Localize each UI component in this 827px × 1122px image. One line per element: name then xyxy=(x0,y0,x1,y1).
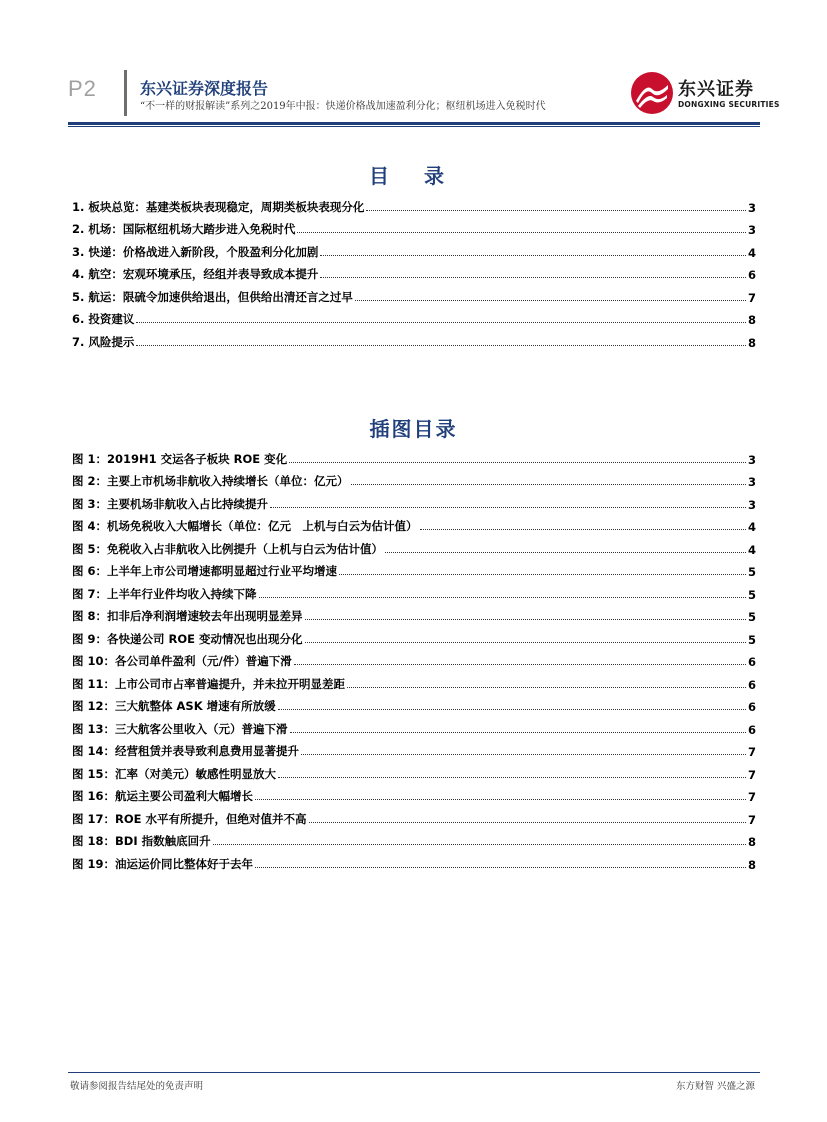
figure-entry[interactable] xyxy=(72,737,756,760)
figure-entry-page-number: 5 xyxy=(747,610,756,624)
toc-entry-label: 2. 机场：国际枢纽机场大踏步进入免税时代 xyxy=(72,222,296,236)
figure-entry[interactable] xyxy=(72,827,756,850)
toc-entry[interactable] xyxy=(72,260,756,283)
figure-entry[interactable] xyxy=(72,489,756,512)
dot-leader xyxy=(420,529,746,530)
page-number: P2 xyxy=(68,76,97,101)
dot-leader xyxy=(255,867,746,868)
dot-leader xyxy=(339,574,746,575)
dot-leader xyxy=(305,642,746,643)
figure-entry[interactable] xyxy=(72,534,756,557)
figure-entry-page-number: 3 xyxy=(747,497,756,512)
dot-leader xyxy=(309,822,746,823)
figure-entry[interactable] xyxy=(72,444,756,467)
figure-entry-label: 图 10：各公司单件盈利（元/件）普遍下滑 xyxy=(72,654,292,668)
dot-leader xyxy=(294,664,746,665)
dot-leader xyxy=(136,345,746,346)
dot-leader xyxy=(347,687,746,688)
dot-leader xyxy=(301,754,746,755)
dot-leader xyxy=(213,844,746,845)
toc-entry-label: 1. 板块总览：基建类板块表现稳定，周期类板块表现分化 xyxy=(72,199,365,214)
figure-entry[interactable] xyxy=(72,647,756,670)
figure-entry-page-number: 8 xyxy=(747,857,756,872)
figure-entry-label: 图 19：油运运价同比整体好于去年 xyxy=(72,856,254,871)
toc-entry[interactable] xyxy=(72,237,756,260)
toc-entry[interactable] xyxy=(72,282,756,305)
toc-entry-label: 3. 快递：价格战进入新阶段，个股盈利分化加剧 xyxy=(72,244,319,259)
figure-entry-page-number: 8 xyxy=(747,835,756,849)
toc-entry[interactable] xyxy=(72,215,756,238)
figure-entry-page-number: 4 xyxy=(747,520,756,534)
figure-entry[interactable] xyxy=(72,557,756,580)
figure-entry-page-number: 6 xyxy=(747,722,756,737)
footer-slogan: 东方财智 兴盛之源 xyxy=(675,1081,755,1092)
figure-entry[interactable] xyxy=(72,849,756,872)
figure-entry-page-number: 4 xyxy=(747,542,756,557)
dot-leader xyxy=(278,777,746,778)
page-header xyxy=(0,0,827,130)
dot-leader xyxy=(305,619,746,620)
dot-leader xyxy=(136,322,746,323)
logo-emblem-icon xyxy=(630,71,674,115)
logo-chinese-name: 东兴证券 xyxy=(678,79,754,100)
figure-entry-label: 图 17：ROE 水平有所提升，但绝对值并不高 xyxy=(72,811,307,826)
figure-entry-label: 图 3：主要机场非航收入占比持续提升 xyxy=(72,496,269,511)
report-title: 东兴证券深度报告 xyxy=(140,79,269,98)
figure-entry-page-number: 5 xyxy=(747,587,756,602)
toc-entry-label: 7. 风险提示 xyxy=(72,334,135,349)
header-rule-thin xyxy=(68,126,760,127)
figure-list-heading: 插图目录 xyxy=(369,417,458,441)
dot-leader xyxy=(278,709,746,710)
toc-entry-label: 6. 投资建议 xyxy=(72,312,135,326)
figure-entry-label: 图 5：免税收入占非航收入比例提升（上机与白云为估计值） xyxy=(72,541,384,556)
figure-entry-label: 图 13：三大航客公里收入（元）普遍下滑 xyxy=(72,721,288,736)
header-divider xyxy=(124,70,127,116)
figure-entry-label: 图 1：2019H1 交运各子板块 ROE 变化 xyxy=(72,451,288,466)
figure-entry[interactable] xyxy=(72,804,756,827)
figure-entry-page-number: 5 xyxy=(747,565,756,579)
figure-entry-page-number: 6 xyxy=(747,700,756,714)
dot-leader xyxy=(290,732,746,733)
figure-entry[interactable] xyxy=(72,692,756,715)
figure-entry-label: 图 11：上市公司市占率普遍提升，并未拉开明显差距 xyxy=(72,676,346,691)
toc-entry-page-number: 3 xyxy=(747,200,756,215)
figure-entry[interactable] xyxy=(72,759,756,782)
dot-leader xyxy=(320,255,746,256)
figure-entry[interactable] xyxy=(72,624,756,647)
toc-list xyxy=(72,192,756,350)
toc-entry-page-number: 7 xyxy=(747,290,756,305)
dot-leader xyxy=(351,484,746,485)
figure-entry-page-number: 5 xyxy=(747,632,756,647)
figure-entry-page-number: 7 xyxy=(747,745,756,759)
figure-entry-label: 图 6：上半年上市公司增速都明显超过行业平均增速 xyxy=(72,564,338,578)
dot-leader xyxy=(259,597,746,598)
dot-leader xyxy=(289,462,746,463)
figure-entry-label: 图 4：机场免税收入大幅增长（单位：亿元 上机与白云为估计值） xyxy=(72,519,418,533)
toc-entry[interactable] xyxy=(72,192,756,215)
footer-disclaimer: 敬请参阅报告结尾处的免责声明 xyxy=(70,1081,204,1092)
toc-entry-label: 4. 航空：宏观环境承压，经组并表导致成本提升 xyxy=(72,267,319,281)
toc-entry-page-number: 4 xyxy=(747,245,756,260)
figure-entry-label: 图 9：各快递公司 ROE 变动情况也出现分化 xyxy=(72,631,303,646)
toc-entry[interactable] xyxy=(72,305,756,328)
figure-entry-label: 图 18：BDI 指数触底回升 xyxy=(72,834,211,848)
figure-entry-label: 图 14：经营租赁并表导致利息费用显著提升 xyxy=(72,744,300,758)
dot-leader xyxy=(255,799,746,800)
figure-list xyxy=(72,444,756,872)
toc-entry-page-number: 6 xyxy=(747,268,756,282)
figure-entry-page-number: 7 xyxy=(747,812,756,827)
dot-leader xyxy=(355,300,746,301)
figure-entry[interactable] xyxy=(72,467,756,490)
toc-entry-page-number: 8 xyxy=(747,335,756,350)
figure-entry-label: 图 2：主要上市机场非航收入持续增长（单位：亿元） xyxy=(72,474,349,488)
figure-entry-page-number: 7 xyxy=(747,790,756,804)
footer-rule xyxy=(68,1072,760,1073)
dot-leader xyxy=(297,232,746,233)
figure-entry[interactable] xyxy=(72,602,756,625)
figure-entry-page-number: 7 xyxy=(747,767,756,782)
toc-entry-page-number: 8 xyxy=(747,313,756,327)
dot-leader xyxy=(385,552,746,553)
figure-entry[interactable] xyxy=(72,669,756,692)
figure-entry-page-number: 3 xyxy=(747,475,756,489)
figure-entry-label: 图 16：航运主要公司盈利大幅增长 xyxy=(72,789,254,803)
figure-entry[interactable] xyxy=(72,579,756,602)
figure-entry-label: 图 8：扣非后净利润增速较去年出现明显差异 xyxy=(72,609,303,623)
figure-entry[interactable] xyxy=(72,714,756,737)
logo-english-name: DONGXING SECURITIES xyxy=(678,100,780,109)
toc-entry[interactable] xyxy=(72,327,756,350)
figure-entry-page-number: 3 xyxy=(747,452,756,467)
toc-entry-label: 5. 航运：限硫令加速供给退出，但供给出清还言之过早 xyxy=(72,289,353,304)
figure-entry[interactable] xyxy=(72,512,756,535)
dot-leader xyxy=(320,277,746,278)
dot-leader xyxy=(270,507,746,508)
figure-entry-label: 图 15：汇率（对美元）敏感性明显放大 xyxy=(72,766,277,781)
figure-entry-label: 图 12：三大航整体 ASK 增速有所放缓 xyxy=(72,699,276,713)
figure-entry[interactable] xyxy=(72,782,756,805)
figure-entry-label: 图 7：上半年行业件均收入持续下降 xyxy=(72,586,257,601)
header-rule xyxy=(68,122,760,125)
dot-leader xyxy=(366,210,746,211)
company-logo xyxy=(630,70,780,116)
report-subtitle: “不一样的财报解读”系列之2019年中报：快递价格战加速盈利分化；枢纽机场进入免税时代 xyxy=(140,101,546,112)
toc-entry-page-number: 3 xyxy=(747,223,756,237)
figure-entry-page-number: 6 xyxy=(747,677,756,692)
toc-heading: 目 录 xyxy=(369,164,458,188)
figure-entry-page-number: 6 xyxy=(747,655,756,669)
